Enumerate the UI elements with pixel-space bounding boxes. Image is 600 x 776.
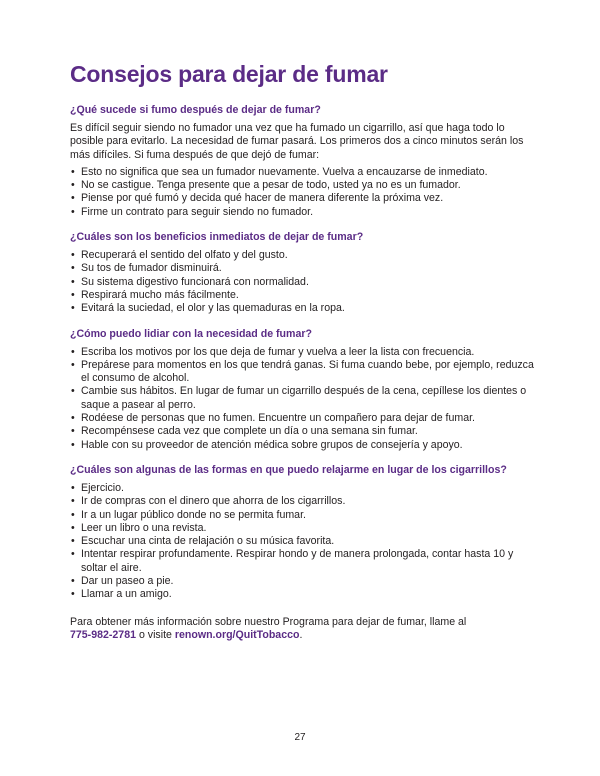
list-item [70,548,540,575]
list-item [70,359,540,386]
website-link[interactable]: renown.org/QuitTobacco [174,628,300,641]
list-item [70,249,540,262]
contact-note-end: . [299,628,303,641]
list-item [70,179,540,192]
list-item [70,289,540,302]
list-item-text: Piense por qué fumó y decida qué hacer de manera diferente la próxima vez. [81,192,444,205]
list-item [70,439,540,452]
list-item-text: Ejercicio. [81,481,124,494]
list-item-text: Ir a un lugar público donde no se permita fumar. [81,508,306,521]
page-title: Consejos para dejar de fumar [70,61,388,87]
bullet-list [70,482,540,602]
list-item [70,588,540,601]
bullet-icon: • [71,302,75,315]
list-item-text: Rodéese de personas que no fumen. Encuentre un compañero para dejar de fumar. [81,412,475,425]
list-item-text: Su tos de fumador disminuirá. [81,262,222,275]
page-content [70,60,540,653]
bullet-icon: • [71,588,75,601]
section-immediate-benefits [70,231,540,315]
list-item [70,522,540,535]
list-item [70,385,540,412]
bullet-icon: • [71,425,75,438]
list-item [70,166,540,179]
list-item-text: No se castigue. Tenga presente que a pesar de todo, usted ya no es un fumador. [81,179,461,192]
list-item-text: Firme un contrato para seguir siendo no fumador. [81,205,314,218]
bullet-icon: • [71,481,75,494]
list-item [70,509,540,522]
list-item-text: Prepárese para momentos en los que tendrá ganas. Si fuma cuando bebe, por ejemplo, reduzca el consumo de alcohol. [81,358,534,385]
bullet-list [70,249,540,315]
section-cope-with-cravings [70,328,540,452]
bullet-icon: • [71,205,75,218]
bullet-icon: • [71,288,75,301]
list-item-text: Su sistema digestivo funcionará con normalidad. [81,275,309,288]
section-relax-alternatives [70,464,540,602]
list-item-text: Escuchar una cinta de relajación o su música favorita. [81,535,335,548]
list-item-text: Hable con su proveedor de atención médica sobre grupos de consejería y apoyo. [81,438,463,451]
list-item [70,192,540,205]
bullet-icon: • [71,249,75,262]
bullet-icon: • [71,521,75,534]
bullet-icon: • [71,508,75,521]
list-item-text: Leer un libro o una revista. [81,521,207,534]
bullet-icon: • [71,165,75,178]
contact-note [70,616,540,643]
bullet-icon: • [71,548,75,561]
list-item-text: Llamar a un amigo. [81,588,172,601]
list-item [70,262,540,275]
list-item [70,302,540,315]
contact-note-connector: o visite [138,628,172,641]
bullet-icon: • [71,495,75,508]
list-item [70,482,540,495]
page-number: 27 [294,732,306,743]
section-intro: Es difícil seguir siendo no fumador una vez que ha fumado un cigarrillo, así que haga todo lo posible para evitarlo. La necesidad de fumar pasará. Los primeros dos a cinco minutos serán los más difíciles. Si fuma después de que dejó de fumar: [70,122,524,161]
list-item-text: Evitará la suciedad, el olor y las quemaduras en la ropa. [81,302,345,315]
bullet-icon: • [71,438,75,451]
list-item [70,575,540,588]
list-item-text: Recompénsese cada vez que complete un día o una semana sin fumar. [81,425,418,438]
section-heading: ¿Cómo puedo lidiar con la necesidad de fumar? [70,327,312,340]
bullet-icon: • [71,192,75,205]
list-item [70,346,540,359]
bullet-list [70,166,540,219]
bullet-icon: • [71,262,75,275]
section-heading: ¿Cuáles son algunas de las formas en que puedo relajarme en lugar de los cigarrillos? [70,463,507,476]
list-item-text: Esto no significa que sea un fumador nuevamente. Vuelva a encauzarse de inmediato. [81,165,488,178]
list-item [70,425,540,438]
list-item-text: Cambie sus hábitos. En lugar de fumar un cigarrillo después de la cena, cepíllese los dientes o saque a pasear al perro. [81,385,527,411]
list-item-text: Recuperará el sentido del olfato y del gusto. [81,249,288,262]
list-item [70,495,540,508]
bullet-icon: • [71,275,75,288]
section-heading: ¿Qué sucede si fumo después de dejar de fumar? [70,104,321,116]
contact-note-text: Para obtener más información sobre nuestro Programa para dejar de fumar, llame al [70,615,467,628]
phone-number-link[interactable]: 775-982-2781 [70,628,136,641]
list-item [70,412,540,425]
list-item-text: Dar un paseo a pie. [81,575,174,588]
list-item [70,535,540,548]
bullet-icon: • [71,575,75,588]
list-item [70,276,540,289]
section-heading: ¿Cuáles son los beneficios inmediatos de dejar de fumar? [70,231,364,244]
bullet-icon: • [71,345,75,358]
bullet-icon: • [71,385,75,398]
list-item-text: Intentar respirar profundamente. Respirar hondo y de manera prolongada, contar hasta 10 y soltar el aire. [81,548,514,574]
bullet-icon: • [71,358,75,371]
bullet-list [70,346,540,452]
list-item-text: Respirará mucho más fácilmente. [81,288,239,301]
bullet-icon: • [71,179,75,192]
section-smoking-after-quitting [70,104,540,219]
bullet-icon: • [71,535,75,548]
bullet-icon: • [71,412,75,425]
list-item-text: Ir de compras con el dinero que ahorra de los cigarrillos. [81,495,346,508]
list-item [70,206,540,219]
list-item-text: Escriba los motivos por los que deja de fumar y vuelva a leer la lista con frecuencia. [81,345,475,358]
